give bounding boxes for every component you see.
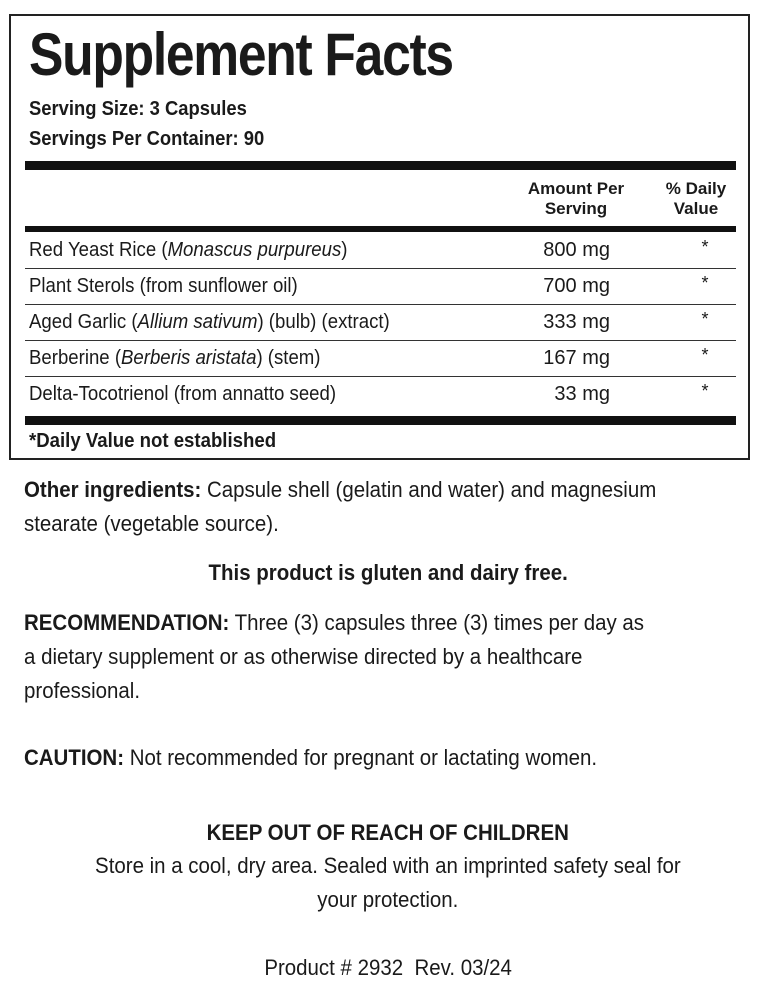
ingredient-daily-value: *: [701, 345, 709, 365]
servings-per-container: Servings Per Container: 90: [29, 128, 265, 150]
table-row: [25, 305, 736, 341]
ingredient-name: Berberine (Berberis aristata) (stem): [29, 347, 321, 369]
ingredient-amount: 167 mg: [543, 347, 610, 369]
divider-bottom: [25, 416, 736, 425]
product-info: Product # 2932 Rev. 03/24: [264, 955, 512, 980]
ingredient-name: Red Yeast Rice (Monascus purpureus): [29, 239, 348, 261]
recommendation-line1: Three (3) capsules three (3) times per day as: [229, 610, 645, 635]
divider-top: [25, 161, 736, 170]
caution: [24, 741, 754, 775]
ingredient-name: Delta-Tocotrienol (from annatto seed): [29, 383, 337, 405]
recommendation-line3: professional.: [24, 678, 141, 703]
panel-title: Supplement Facts: [29, 21, 453, 88]
ingredient-amount: 33 mg: [554, 383, 610, 405]
ingredient-amount: 700 mg: [543, 275, 610, 297]
serving-size: Serving Size: 3 Capsules: [29, 98, 247, 120]
other-ingredients-text-line2: stearate (vegetable source).: [24, 511, 279, 536]
ingredient-daily-value: *: [701, 273, 709, 293]
column-header-daily-value: [651, 179, 741, 220]
column-header-amount: [501, 179, 651, 220]
table-row: [25, 269, 736, 305]
caution-text: Not recommended for pregnant or lactating women.: [124, 745, 598, 770]
recommendation: [24, 606, 754, 708]
ingredient-daily-value: *: [701, 381, 709, 401]
column-header-dv-line2: Value: [673, 199, 719, 219]
caution-label: CAUTION:: [24, 745, 125, 770]
recommendation-label: RECOMMENDATION:: [24, 610, 230, 635]
supplement-facts-panel: [9, 14, 750, 460]
ingredient-amount: 333 mg: [543, 311, 610, 333]
keep-out-warning: KEEP OUT OF REACH OF CHILDREN: [206, 820, 570, 845]
divider-header: [25, 226, 736, 232]
ingredient-daily-value: *: [701, 237, 709, 257]
column-header-dv-line1: % Daily: [665, 179, 727, 198]
storage-line2: your protection.: [317, 887, 459, 912]
ingredient-amount: 800 mg: [543, 239, 610, 261]
daily-value-footnote: *Daily Value not established: [29, 430, 277, 452]
ingredient-name: Aged Garlic (Allium sativum) (bulb) (extract): [29, 311, 390, 333]
table-row: [25, 341, 736, 377]
gluten-dairy-note: This product is gluten and dairy free.: [208, 560, 568, 585]
ingredient-daily-value: *: [701, 309, 709, 329]
recommendation-line2: a dietary supplement or as otherwise directed by a healthcare: [24, 644, 583, 669]
storage-line1: Store in a cool, dry area. Sealed with an imprinted safety seal for: [95, 853, 681, 878]
other-ingredients: [24, 473, 754, 541]
other-ingredients-text-line1: Capsule shell (gelatin and water) and magnesium: [201, 477, 657, 502]
column-header-amount-line2: Serving: [544, 199, 608, 219]
table-row: [25, 233, 736, 269]
column-header-amount-line1: Amount Per: [527, 179, 625, 198]
other-ingredients-label: Other ingredients:: [24, 477, 202, 502]
table-row: [25, 377, 736, 413]
ingredient-name: Plant Sterols (from sunflower oil): [29, 275, 298, 297]
